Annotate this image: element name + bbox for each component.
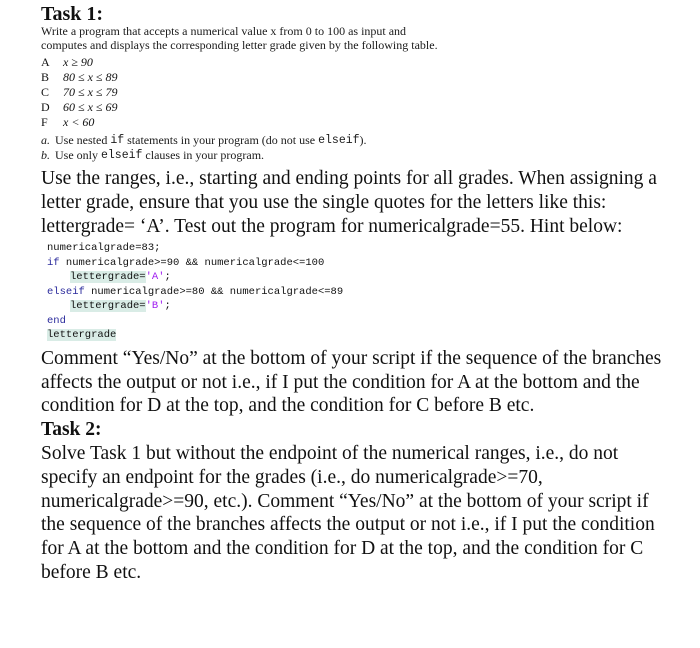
code-text: ;	[164, 271, 171, 284]
grade-letter: C	[41, 85, 50, 99]
task2-body: Solve Task 1 but without the endpoint of the numerical ranges, i.e., do not specify an endpoint for the grades (i.e., do numericalgrade>=70, numericalgrade>=90, etc.). Comment “Yes/No” at the bottom of your script if the sequence of the branches affects the output or not i.e., if I put the condition for A at the bottom and the condition for D at the top, and the condition for C before B etc.	[41, 443, 655, 584]
grade-range: x < 60	[63, 115, 95, 129]
code-line	[47, 328, 671, 343]
note-a-text-post: ).	[359, 132, 367, 147]
code-text: numericalgrade>=80 && numericalgrade<=89	[84, 285, 344, 298]
note-a-code-if: if	[110, 133, 125, 147]
code-text-highlight: lettergrade=	[70, 271, 146, 284]
grade-range: 80 ≤ x ≤ 89	[63, 70, 118, 84]
grade-range: 60 ≤ x ≤ 69	[63, 100, 118, 114]
grade-letter: A	[41, 55, 50, 69]
grade-row	[41, 70, 671, 85]
code-keyword: elseif	[47, 285, 85, 298]
note-a-code-elseif: elseif	[318, 133, 360, 147]
code-line	[47, 314, 671, 329]
note-b	[41, 148, 671, 163]
grade-row	[41, 55, 671, 70]
task1-intro: Write a program that accepts a numerical value x from 0 to 100 as input and computes and displays the corresponding letter grade given by the following table.	[41, 24, 438, 52]
note-b-text-post: clauses in your program.	[145, 147, 265, 162]
code-line	[47, 241, 671, 256]
note-b-text-pre: Use only	[55, 147, 98, 162]
note-a-text-pre: Use nested	[55, 132, 108, 147]
code-string: 'B'	[145, 300, 165, 313]
code-line	[47, 285, 671, 300]
code-hint-block	[47, 241, 671, 343]
code-text-highlight: lettergrade	[47, 329, 117, 342]
task1-comment: Comment “Yes/No” at the bottom of your script if the sequence of the branches affects the output or not i.e., if I put the condition for A at the bottom and the condition for D at the top, and the condition for C before B etc.	[41, 347, 662, 417]
note-a-text-mid: statements in your program (do not use	[127, 132, 316, 147]
grade-letter: B	[41, 70, 50, 84]
note-a-label: a.	[41, 132, 50, 147]
grade-range: 70 ≤ x ≤ 79	[63, 85, 118, 99]
document-page	[41, 0, 671, 585]
code-text: ;	[164, 300, 171, 313]
code-text: numericalgrade>=90 && numericalgrade<=100	[59, 256, 325, 269]
code-line	[47, 256, 671, 271]
code-keyword: if	[47, 256, 60, 269]
task1-instructions: Use the ranges, i.e., starting and ending points for all grades. When assigning a letter grade, ensure that you use the single quotes for the letters like this: lettergrade= ‘A’. Test out the program for numericalgrade=55. Hint below:	[41, 168, 657, 237]
grade-table	[41, 55, 671, 130]
grade-row	[41, 100, 671, 115]
grade-range: x ≥ 90	[63, 55, 93, 69]
code-line	[47, 299, 671, 314]
grade-letter: D	[41, 100, 50, 114]
task1-notes	[41, 133, 671, 163]
code-line	[47, 270, 671, 285]
grade-row	[41, 115, 671, 130]
grade-letter: F	[41, 115, 48, 129]
code-text-highlight: lettergrade=	[70, 300, 146, 313]
code-keyword: end	[47, 314, 66, 327]
grade-row	[41, 85, 671, 100]
code-text: numericalgrade=83;	[47, 242, 161, 255]
note-a	[41, 133, 671, 148]
task2-heading: Task 2:	[41, 419, 102, 441]
note-b-label: b.	[41, 147, 50, 162]
code-string: 'A'	[145, 271, 165, 284]
task1-heading: Task 1:	[41, 3, 104, 25]
note-b-code-elseif: elseif	[101, 148, 143, 162]
